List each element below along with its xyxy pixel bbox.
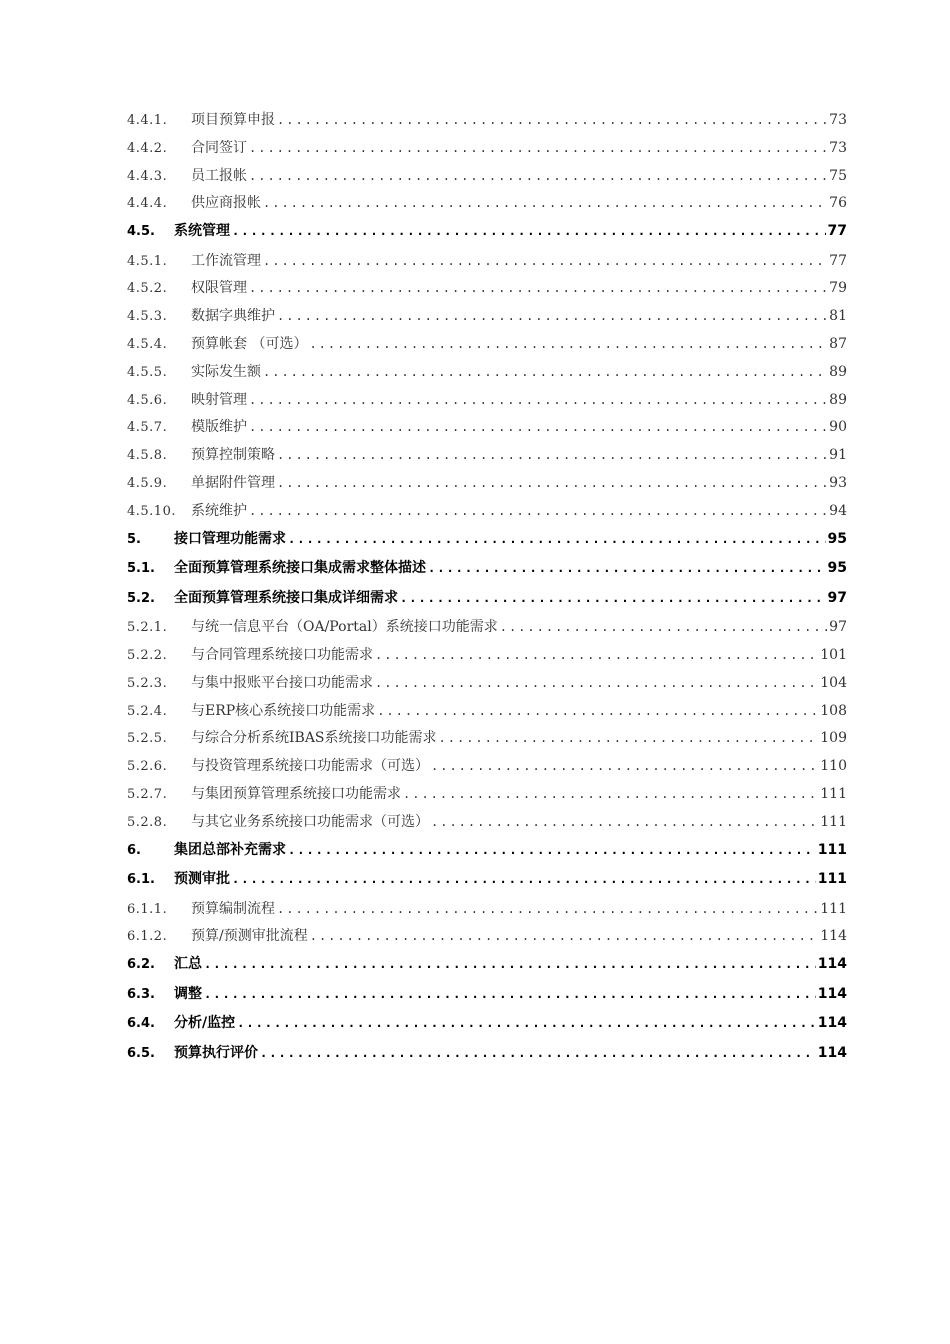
toc-entry-number: 5.2. <box>127 590 155 606</box>
toc-dot-leader <box>375 647 818 663</box>
toc-entry-level-3[interactable] <box>127 447 847 475</box>
toc-entry-number: 6.1.2. <box>127 929 168 945</box>
toc-entry-title: 全面预算管理系统接口集成需求整体描述 <box>174 560 426 577</box>
toc-entry-title: 预算执行评价 <box>174 1044 258 1061</box>
toc-dot-leader <box>400 590 826 606</box>
toc-dot-leader <box>309 336 827 352</box>
toc-entry-number: 4.4.3. <box>127 168 168 184</box>
toc-entry-title: 与ERP核心系统接口功能需求 <box>191 702 376 719</box>
toc-entry-title: 实际发生额 <box>191 363 261 380</box>
toc-dot-leader <box>288 531 826 547</box>
toc-entry-page-number: 110 <box>820 758 847 775</box>
toc-dot-leader <box>263 364 827 380</box>
toc-entry-page-number: 104 <box>820 674 847 691</box>
toc-entry-number: 5.2.8. <box>127 814 168 830</box>
toc-dot-leader <box>377 703 818 719</box>
toc-entry-page-number: 114 <box>817 1015 847 1032</box>
toc-entry-title: 预算/预测审批流程 <box>191 928 308 945</box>
toc-entry-number: 6.3. <box>127 986 155 1002</box>
toc-entry-title: 与投资管理系统接口功能需求（可选） <box>191 758 429 775</box>
toc-entry-number: 5.2.5. <box>127 731 168 747</box>
toc-dot-leader <box>249 503 827 519</box>
toc-entry-level-3[interactable] <box>127 475 847 503</box>
toc-entry-level-2[interactable] <box>127 986 847 1016</box>
toc-entry-page-number: 89 <box>829 363 847 380</box>
toc-entry-level-3[interactable] <box>127 675 847 703</box>
toc-entry-title: 与合同管理系统接口功能需求 <box>191 646 373 663</box>
toc-entry-level-3[interactable] <box>127 928 847 956</box>
toc-entry-level-3[interactable] <box>127 419 847 447</box>
toc-entry-title: 预测审批 <box>174 871 230 888</box>
toc-entry-title: 分析/监控 <box>174 1015 236 1032</box>
toc-entry-page-number: 76 <box>829 195 847 212</box>
toc-entry-number: 6.1. <box>127 872 155 888</box>
toc-dot-leader <box>431 758 818 774</box>
toc-entry-page-number: 77 <box>829 252 847 269</box>
toc-entry-title: 预算编制流程 <box>191 900 275 917</box>
toc-entry-number: 4.5.5. <box>127 364 168 380</box>
toc-entry-number: 5.2.6. <box>127 759 168 775</box>
toc-entry-title: 单据附件管理 <box>191 475 275 492</box>
toc-entry-level-2[interactable] <box>127 956 847 986</box>
toc-dot-leader <box>249 140 827 156</box>
toc-entry-number: 4.5. <box>127 224 155 240</box>
toc-dot-leader <box>277 447 827 463</box>
toc-dot-leader <box>375 675 818 691</box>
toc-entry-title: 合同签订 <box>191 139 247 156</box>
toc-entry-page-number: 93 <box>829 475 847 492</box>
toc-entry-number: 6.4. <box>127 1016 155 1032</box>
toc-entry-page-number: 94 <box>829 502 847 519</box>
toc-entry-page-number: 114 <box>817 956 847 973</box>
toc-entry-number: 6. <box>127 842 141 858</box>
toc-entry-level-2[interactable] <box>127 1045 847 1075</box>
toc-dot-leader <box>500 619 827 635</box>
toc-entry-level-3[interactable] <box>127 195 847 223</box>
toc-entry-title: 项目预算申报 <box>191 112 275 128</box>
toc-dot-leader <box>204 956 816 972</box>
toc-entry-page-number: 97 <box>827 589 847 606</box>
toc-entry-page-number: 89 <box>829 391 847 408</box>
toc-entry-title: 与集中报账平台接口功能需求 <box>191 674 373 691</box>
toc-dot-leader <box>439 730 819 746</box>
toc-entry-level-3[interactable] <box>127 336 847 364</box>
toc-entry-number: 4.5.6. <box>127 392 168 408</box>
toc-entry-title: 系统维护 <box>191 502 247 519</box>
toc-entry-level-1[interactable] <box>127 531 847 561</box>
toc-entry-level-1[interactable] <box>127 842 847 872</box>
toc-entry-page-number: 81 <box>829 308 847 325</box>
toc-entry-page-number: 77 <box>827 223 847 240</box>
toc-entry-page-number: 114 <box>817 985 847 1002</box>
toc-dot-leader <box>249 419 827 435</box>
toc-entry-page-number: 114 <box>820 928 847 945</box>
toc-entry-number: 6.1.1. <box>127 901 168 917</box>
toc-entry-number: 4.4.2. <box>127 140 168 156</box>
toc-entry-number: 6.2. <box>127 957 155 973</box>
toc-entry-level-3[interactable] <box>127 140 847 168</box>
toc-dot-leader <box>277 475 827 491</box>
toc-dot-leader <box>249 392 827 408</box>
toc-entry-level-2[interactable] <box>127 560 847 590</box>
toc-entry-number: 4.4.4. <box>127 196 168 212</box>
toc-entry-number: 4.5.3. <box>127 309 168 325</box>
toc-dot-leader <box>277 901 818 917</box>
toc-dot-leader <box>249 168 827 184</box>
toc-dot-leader <box>277 308 827 324</box>
toc-entry-title: 供应商报帐 <box>191 195 261 212</box>
toc-entry-level-3[interactable] <box>127 253 847 281</box>
toc-entry-number: 4.5.10. <box>127 503 176 519</box>
toc-entry-level-3[interactable] <box>127 647 847 675</box>
toc-entry-number: 4.4.1. <box>127 113 168 128</box>
toc-entry-page-number: 73 <box>829 112 847 128</box>
toc-entry-page-number: 95 <box>827 560 847 577</box>
toc-dot-leader <box>232 223 826 239</box>
toc-entry-number: 4.5.7. <box>127 420 168 436</box>
toc-entry-title: 全面预算管理系统接口集成详细需求 <box>174 589 398 606</box>
toc-entry-number: 4.5.4. <box>127 337 168 353</box>
toc-entry-level-3[interactable] <box>127 112 847 140</box>
toc-entry-number: 4.5.9. <box>127 476 168 492</box>
toc-entry-level-3[interactable] <box>127 619 847 647</box>
toc-entry-level-3[interactable] <box>127 814 847 842</box>
toc-entry-title: 系统管理 <box>174 223 230 240</box>
toc-entry-page-number: 97 <box>829 619 847 636</box>
toc-entry-page-number: 111 <box>820 785 847 802</box>
toc-entry-level-3[interactable] <box>127 730 847 758</box>
toc-entry-number: 5.2.3. <box>127 675 168 691</box>
toc-entry-number: 4.5.8. <box>127 448 168 464</box>
toc-entry-page-number: 108 <box>820 702 847 719</box>
toc-entry-level-3[interactable] <box>127 364 847 392</box>
toc-entry-title: 集团总部补充需求 <box>174 841 286 858</box>
toc-dot-leader <box>263 195 827 211</box>
toc-entry-level-3[interactable] <box>127 503 847 531</box>
toc-entry-title: 工作流管理 <box>191 252 261 269</box>
toc-entry-level-2[interactable] <box>127 871 847 901</box>
toc-entry-title: 与其它业务系统接口功能需求（可选） <box>191 813 429 830</box>
toc-dot-leader <box>428 560 826 576</box>
toc-dot-leader <box>232 871 816 887</box>
toc-dot-leader <box>249 280 827 296</box>
toc-entry-number: 5. <box>127 531 141 547</box>
toc-entry-title: 调整 <box>174 985 202 1002</box>
toc-entry-page-number: 111 <box>817 841 847 858</box>
toc-entry-title: 与集团预算管理系统接口功能需求 <box>191 785 401 802</box>
toc-dot-leader <box>403 786 818 802</box>
toc-entry-title: 与综合分析系统IBAS系统接口功能需求 <box>191 730 437 747</box>
table-of-contents <box>127 112 847 1074</box>
toc-entry-page-number: 90 <box>829 419 847 436</box>
toc-entry-number: 4.5.1. <box>127 253 168 269</box>
toc-entry-title: 映射管理 <box>191 391 247 408</box>
toc-entry-page-number: 87 <box>829 336 847 353</box>
toc-dot-leader <box>263 253 827 269</box>
toc-entry-page-number: 91 <box>829 447 847 464</box>
toc-entry-level-3[interactable] <box>127 786 847 814</box>
toc-dot-leader <box>288 842 816 858</box>
toc-entry-level-3[interactable] <box>127 392 847 420</box>
toc-entry-number: 4.5.2. <box>127 281 168 297</box>
toc-entry-level-2[interactable] <box>127 1015 847 1045</box>
toc-entry-title: 与统一信息平台（OA/Portal）系统接口功能需求 <box>191 619 498 636</box>
toc-entry-level-2[interactable] <box>127 590 847 620</box>
toc-entry-number: 5.2.4. <box>127 703 168 719</box>
toc-entry-page-number: 111 <box>820 900 847 917</box>
toc-entry-page-number: 111 <box>820 813 847 830</box>
toc-entry-level-3[interactable] <box>127 758 847 786</box>
toc-entry-level-3[interactable] <box>127 703 847 731</box>
toc-dot-leader <box>204 986 816 1002</box>
toc-entry-page-number: 114 <box>817 1044 847 1061</box>
toc-entry-page-number: 75 <box>829 167 847 184</box>
toc-entry-page-number: 95 <box>827 530 847 547</box>
toc-entry-title: 汇总 <box>174 956 202 973</box>
toc-dot-leader <box>237 1015 816 1031</box>
toc-entry-number: 6.5. <box>127 1045 155 1061</box>
toc-entry-level-3[interactable] <box>127 168 847 196</box>
toc-entry-number: 5.2.1. <box>127 620 168 636</box>
toc-entry-page-number: 73 <box>829 139 847 156</box>
toc-entry-level-2[interactable] <box>127 223 847 253</box>
toc-entry-level-3[interactable] <box>127 901 847 929</box>
toc-entry-title: 模版维护 <box>191 419 247 436</box>
toc-dot-leader <box>310 928 819 944</box>
toc-entry-title: 员工报帐 <box>191 167 247 184</box>
toc-dot-leader <box>431 814 818 830</box>
toc-entry-number: 5.2.7. <box>127 786 168 802</box>
toc-entry-title: 数据字典维护 <box>191 308 275 325</box>
toc-dot-leader <box>260 1045 816 1061</box>
toc-dot-leader <box>277 112 827 128</box>
toc-entry-title: 权限管理 <box>191 280 247 297</box>
toc-entry-page-number: 109 <box>820 730 847 747</box>
toc-entry-page-number: 101 <box>820 646 847 663</box>
toc-entry-number: 5.1. <box>127 561 155 577</box>
toc-entry-title: 预算控制策略 <box>191 447 275 464</box>
toc-entry-level-3[interactable] <box>127 308 847 336</box>
toc-entry-page-number: 79 <box>829 280 847 297</box>
toc-entry-number: 5.2.2. <box>127 647 168 663</box>
toc-entry-level-3[interactable] <box>127 280 847 308</box>
toc-entry-page-number: 111 <box>817 871 847 888</box>
toc-entry-title: 接口管理功能需求 <box>174 530 286 547</box>
toc-entry-title: 预算帐套 （可选） <box>191 336 308 353</box>
